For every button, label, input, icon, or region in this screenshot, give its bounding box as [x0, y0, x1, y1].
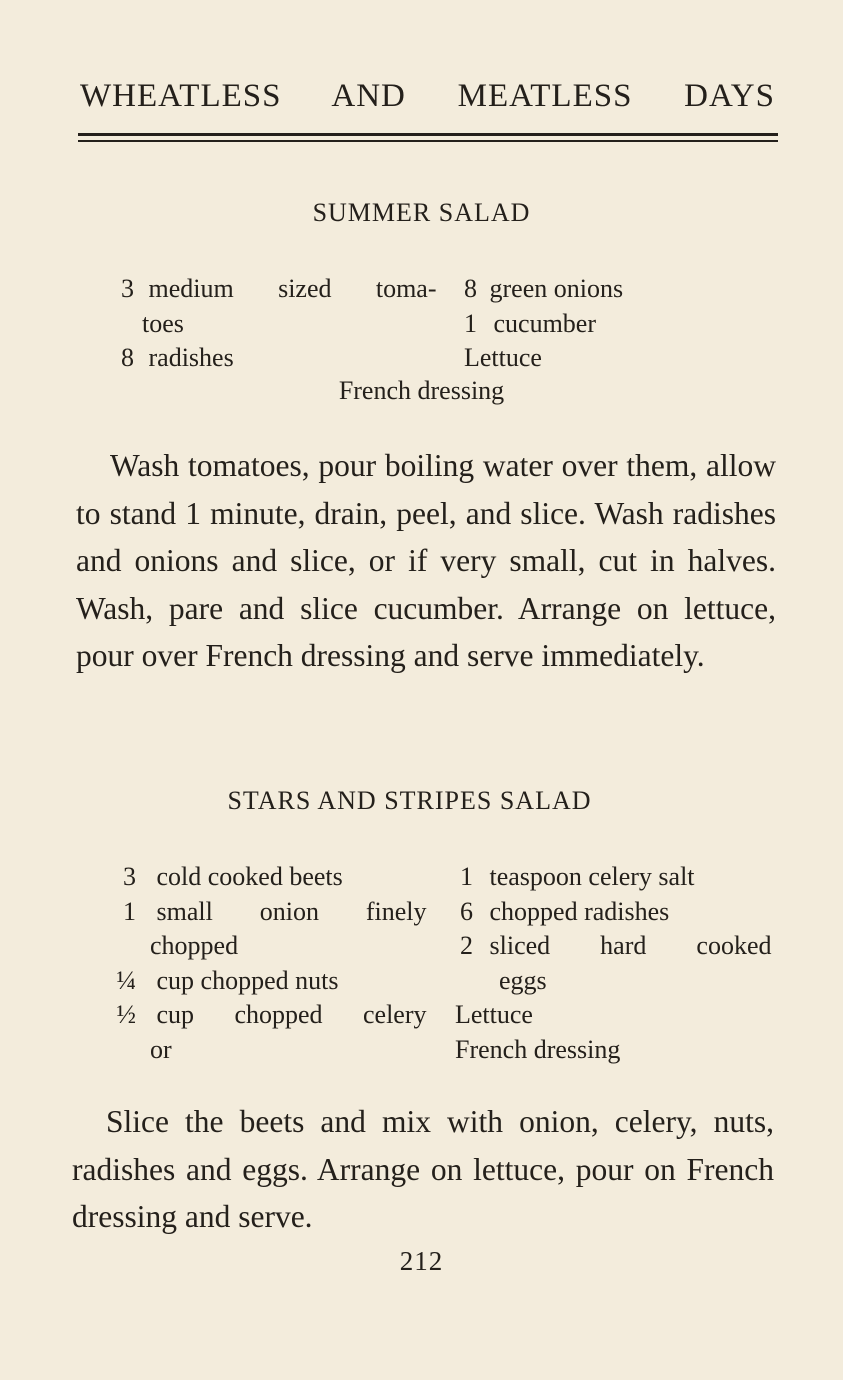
ingredient-text: chopped [150, 931, 239, 960]
ingredient-text: radishes [148, 343, 234, 372]
ingredient-line [112, 964, 424, 999]
ingredient-text: or [150, 1034, 172, 1064]
ingredient-quantity: 6 [460, 896, 473, 926]
ingredient-text: cup chopped celery [156, 1000, 427, 1029]
running-head: WHEATLESS AND MEATLESS DAYS [80, 78, 775, 114]
header-rule-thin [78, 140, 778, 142]
ingredient-text: sliced hard cooked [489, 931, 772, 960]
ingredient-text: cucumber [493, 308, 597, 338]
ingredient-quantity: 1 [460, 862, 473, 891]
stars-method-paragraph: Slice the beets and mix with onion, celery, nuts, radishes and eggs. Arrange on lettuce, pour on French dressing and serve. [72, 1104, 774, 1234]
ingredient-text: green onions [489, 274, 624, 303]
ingredient-quantity: ¼ [116, 965, 136, 995]
ingredient-text: Lettuce [455, 1000, 533, 1029]
ingredient-text: chopped radishes [489, 896, 670, 926]
ingredient-line [112, 1033, 424, 1068]
ingredient-line [455, 998, 775, 1033]
ingredient-quantity: 1 [123, 896, 136, 926]
stars-ingredients-right [455, 860, 775, 1067]
recipe-title-summer-salad: SUMMER SALAD [312, 198, 531, 227]
ingredient-line [464, 341, 684, 376]
ingredient-quantity: 8 [121, 343, 134, 372]
summer-method-paragraph: Wash tomatoes, pour boiling water over them, allow to stand 1 minute, drain, peel, and slice. Wash radishes and onions and slice, or if very small, cut in halves. Wash, pare and slice cucumber. Arrange on lettuce, pour over French dressing and serve immediately. [76, 448, 776, 673]
ingredient-text: French dressing [455, 1034, 621, 1064]
ingredient-text: medium sized toma- [148, 274, 437, 303]
ingredient-line [112, 895, 427, 930]
ingredient-line [455, 1033, 775, 1068]
ingredient-quantity: 2 [460, 931, 473, 960]
ingredient-line [112, 307, 432, 342]
ingredient-line [464, 272, 684, 307]
ingredient-line [112, 860, 424, 895]
ingredient-line [112, 998, 427, 1033]
summer-ingredient-centered: French dressing [338, 376, 505, 405]
ingredient-line [464, 307, 684, 342]
recipe-title-stars-and-stripes-salad: STARS AND STRIPES SALAD [227, 786, 592, 815]
summer-ingredients-left [112, 272, 437, 376]
ingredient-text: cup chopped nuts [156, 965, 339, 995]
ingredient-line [455, 860, 775, 895]
header-rule-thick [78, 133, 778, 136]
ingredient-text: eggs [499, 965, 547, 995]
page-number: 212 [399, 1246, 444, 1276]
ingredient-quantity: 3 [123, 862, 136, 891]
ingredient-text: teaspoon celery salt [489, 862, 695, 891]
summer-ingredients-right [464, 272, 684, 376]
ingredient-text: cold cooked beets [156, 862, 343, 891]
stars-ingredients-left [112, 860, 427, 1067]
ingredient-line [112, 929, 424, 964]
ingredient-text: toes [142, 308, 184, 338]
ingredient-quantity: 1 [464, 308, 477, 338]
ingredient-line [112, 341, 432, 376]
ingredient-quantity: 3 [121, 274, 134, 303]
ingredient-line [112, 272, 437, 307]
ingredient-quantity: ½ [116, 1000, 136, 1029]
ingredient-quantity: 8 [464, 274, 477, 303]
ingredient-line [455, 929, 775, 964]
ingredient-text: small onion finely [156, 896, 427, 926]
ingredient-text: Lettuce [464, 343, 542, 372]
ingredient-line [455, 895, 775, 930]
ingredient-line [455, 964, 775, 999]
